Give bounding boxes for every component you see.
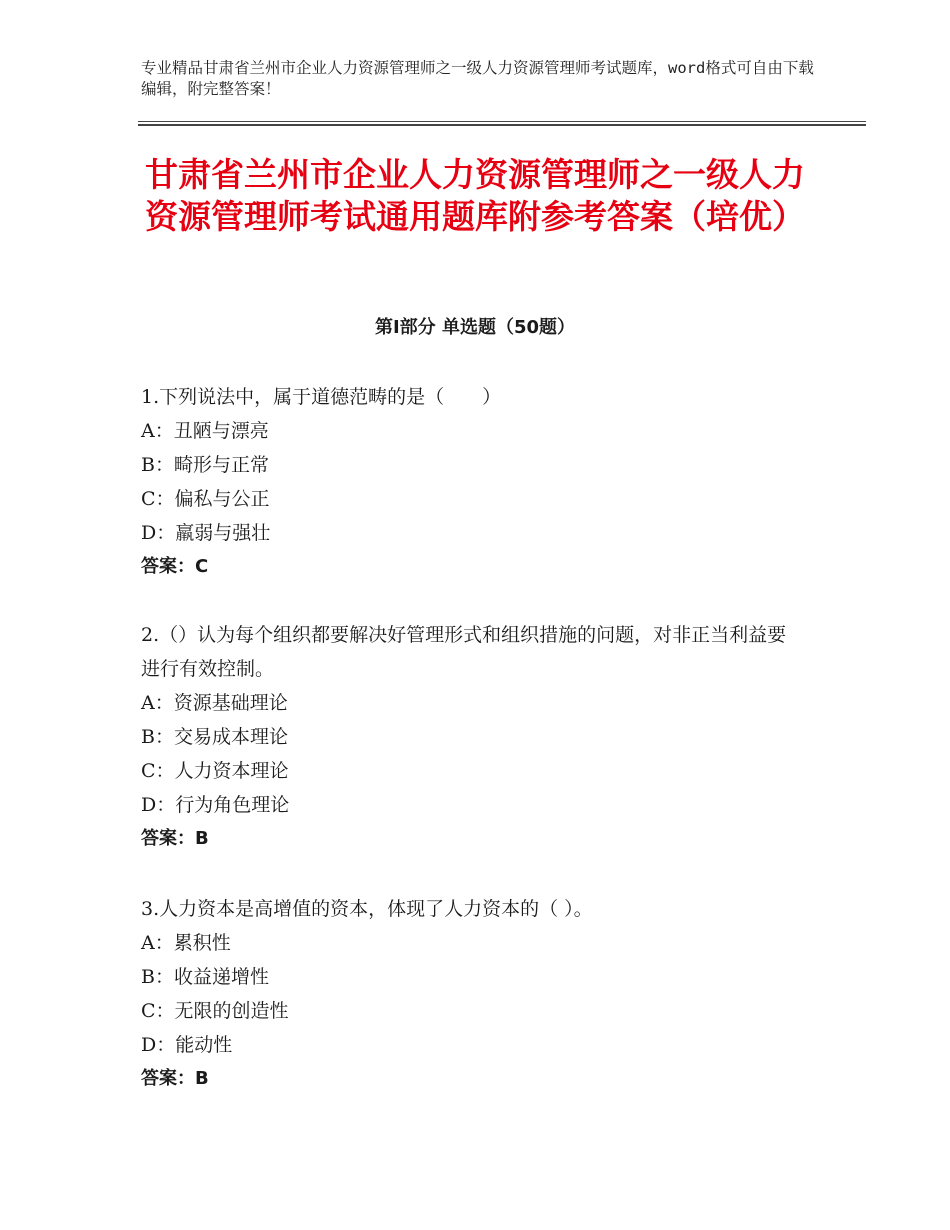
option-c: C：无限的创造性 (141, 1000, 289, 1022)
answer: 答案：C (141, 556, 209, 577)
option-b: B：畸形与正常 (141, 454, 269, 476)
header-note: 专业精品甘肃省兰州市企业人力资源管理师之一级人力资源管理师考试题库，word格式可自由下载编辑，附完整答案！ (141, 59, 814, 98)
header-rule-thick (138, 124, 866, 126)
answer: 答案：B (141, 828, 209, 849)
option-a: A：累积性 (141, 932, 231, 954)
option-b: B：收益递增性 (141, 966, 269, 988)
section-heading: 第Ⅰ部分 单选题（50题） (374, 317, 575, 338)
question-2 (141, 618, 801, 856)
question-stem: 1.下列说法中，属于道德范畴的是（ ） (141, 386, 502, 408)
option-c: C：偏私与公正 (141, 488, 270, 510)
option-a: A：丑陋与漂亮 (141, 420, 269, 442)
question-stem: 3.人力资本是高增值的资本，体现了人力资本的（ ）。 (141, 898, 593, 920)
option-b: B：交易成本理论 (141, 726, 288, 748)
option-d: D：能动性 (141, 1034, 233, 1056)
question-stem: 2.（）认为每个组织都要解决好管理形式和组织措施的问题，对非正当利益要进行有效控制。 (141, 624, 787, 680)
option-c: C：人力资本理论 (141, 760, 289, 782)
header-rule-thin (138, 121, 866, 122)
option-a: A：资源基础理论 (141, 692, 288, 714)
question-3 (141, 892, 801, 1096)
document-title: 甘肃省兰州市企业人力资源管理师之一级人力资源管理师考试通用题库附参考答案（培优） (145, 155, 805, 236)
answer: 答案：B (141, 1068, 209, 1089)
question-1 (141, 380, 801, 584)
option-d: D：行为角色理论 (141, 794, 290, 816)
option-d: D：羸弱与强壮 (141, 522, 271, 544)
